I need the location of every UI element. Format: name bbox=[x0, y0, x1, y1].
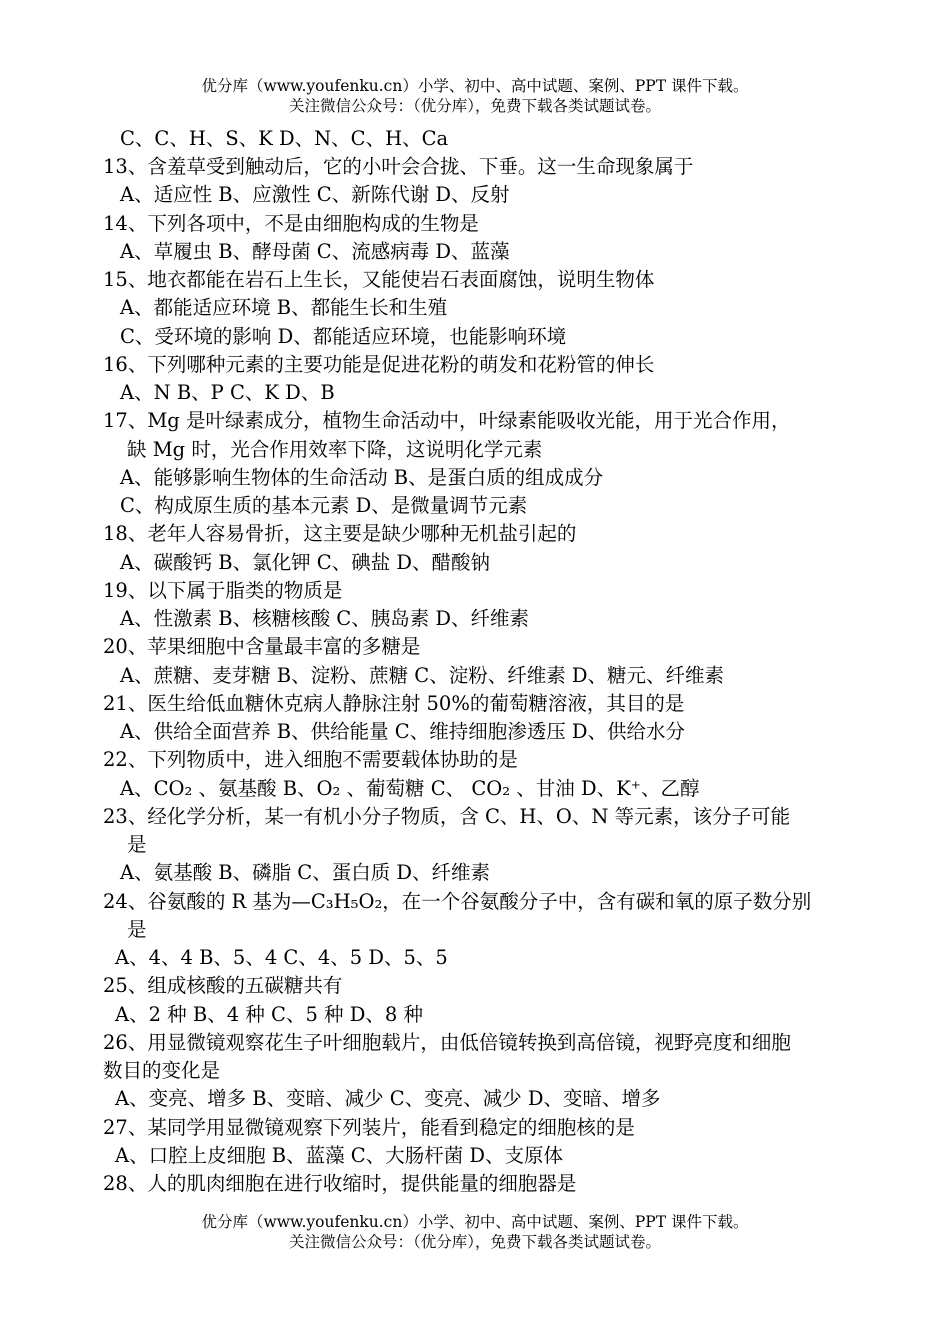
options-27: A、口腔上皮细胞 B、蓝藻 C、大肠杆菌 D、支原体 bbox=[115, 1144, 564, 1167]
question-20: 20、苹果细胞中含量最丰富的多糖是 bbox=[103, 635, 421, 658]
question-14: 14、下列各项中，不是由细胞构成的生物是 bbox=[103, 212, 479, 235]
page-header bbox=[0, 76, 950, 116]
question-15: 15、地衣都能在岩石上生长，又能使岩石表面腐蚀，说明生物体 bbox=[103, 268, 655, 291]
options-22: A、CO₂ 、氨基酸 B、O₂ 、葡萄糖 C、 CO₂ 、甘油 D、K⁺、乙醇 bbox=[120, 777, 700, 800]
options-17-b: C、构成原生质的基本元素 D、是微量调节元素 bbox=[120, 494, 528, 517]
options-19: A、性激素 B、核糖核酸 C、胰岛素 D、纤维素 bbox=[120, 607, 530, 630]
question-26: 26、用显微镜观察花生子叶细胞载片，由低倍镜转换到高倍镜，视野亮度和细胞 bbox=[103, 1031, 791, 1054]
question-24: 24、谷氨酸的 R 基为—C₃H₅O₂，在一个谷氨酸分子中，含有碳和氧的原子数分别 bbox=[103, 890, 812, 913]
footer-line-2: 关注微信公众号：（优分库），免费下载各类试题试卷。 bbox=[288, 1233, 661, 1251]
options-13: A、适应性 B、应激性 C、新陈代谢 D、反射 bbox=[120, 183, 510, 206]
question-26-cont: 数目的变化是 bbox=[103, 1059, 221, 1082]
page-footer bbox=[0, 1212, 950, 1252]
options-26: A、变亮、增多 B、变暗、减少 C、变亮、减少 D、变暗、增多 bbox=[115, 1087, 661, 1110]
question-17-cont: 缺 Mg 时，光合作用效率下降，这说明化学元素 bbox=[127, 438, 543, 461]
question-13: 13、含羞草受到触动后，它的小叶会合拢、下垂。这一生命现象属于 bbox=[103, 155, 694, 178]
footer-line-1: 优分库（www.youfenku.cn）小学、初中、高中试题、案例、PPT 课件下载。 bbox=[201, 1213, 749, 1231]
options-25: A、2 种 B、4 种 C、5 种 D、8 种 bbox=[115, 1003, 423, 1026]
options-21: A、供给全面营养 B、供给能量 C、维持细胞渗透压 D、供给水分 bbox=[120, 720, 686, 743]
options-15-b: C、受环境的影响 D、都能适应环境，也能影响环境 bbox=[120, 325, 567, 348]
question-22: 22、下列物质中，进入细胞不需要载体协助的是 bbox=[103, 748, 518, 771]
question-17: 17、Mg 是叶绿素成分，植物生命活动中，叶绿素能吸收光能，用于光合作用， bbox=[103, 409, 791, 432]
options-18: A、碳酸钙 B、氯化钾 C、碘盐 D、醋酸钠 bbox=[120, 551, 491, 574]
question-23-cont: 是 bbox=[127, 833, 147, 856]
question-16: 16、下列哪种元素的主要功能是促进花粉的萌发和花粉管的伸长 bbox=[103, 353, 655, 376]
options-24: A、4、4 B、5、4 C、4、5 D、5、5 bbox=[115, 946, 448, 969]
header-line-1: 优分库（www.youfenku.cn）小学、初中、高中试题、案例、PPT 课件下载。 bbox=[201, 77, 749, 95]
option-line: C、C、H、S、K D、N、C、H、Ca bbox=[120, 127, 449, 150]
question-21: 21、医生给低血糖休克病人静脉注射 50%的葡萄糖溶液，其目的是 bbox=[103, 692, 685, 715]
options-14: A、草履虫 B、酵母菌 C、流感病毒 D、蓝藻 bbox=[120, 240, 510, 263]
question-24-cont: 是 bbox=[127, 918, 147, 941]
question-28: 28、人的肌肉细胞在进行收缩时，提供能量的细胞器是 bbox=[103, 1172, 577, 1195]
options-17-a: A、能够影响生物体的生命活动 B、是蛋白质的组成成分 bbox=[120, 466, 604, 489]
options-23: A、氨基酸 B、磷脂 C、蛋白质 D、纤维素 bbox=[120, 861, 491, 884]
question-19: 19、以下属于脂类的物质是 bbox=[103, 579, 343, 602]
options-16: A、N B、P C、K D、B bbox=[120, 381, 335, 404]
options-15-a: A、都能适应环境 B、都能生长和生殖 bbox=[120, 296, 448, 319]
question-18: 18、老年人容易骨折，这主要是缺少哪种无机盐引起的 bbox=[103, 522, 577, 545]
header-line-2: 关注微信公众号：（优分库），免费下载各类试题试卷。 bbox=[288, 97, 661, 115]
question-25: 25、组成核酸的五碳糖共有 bbox=[103, 974, 343, 997]
question-23: 23、经化学分析，某一有机小分子物质，含 C、H、O、N 等元素，该分子可能 bbox=[103, 805, 791, 828]
options-20: A、蔗糖、麦芽糖 B、淀粉、蔗糖 C、淀粉、纤维素 D、糖元、纤维素 bbox=[120, 664, 725, 687]
question-27: 27、某同学用显微镜观察下列装片，能看到稳定的细胞核的是 bbox=[103, 1116, 635, 1139]
